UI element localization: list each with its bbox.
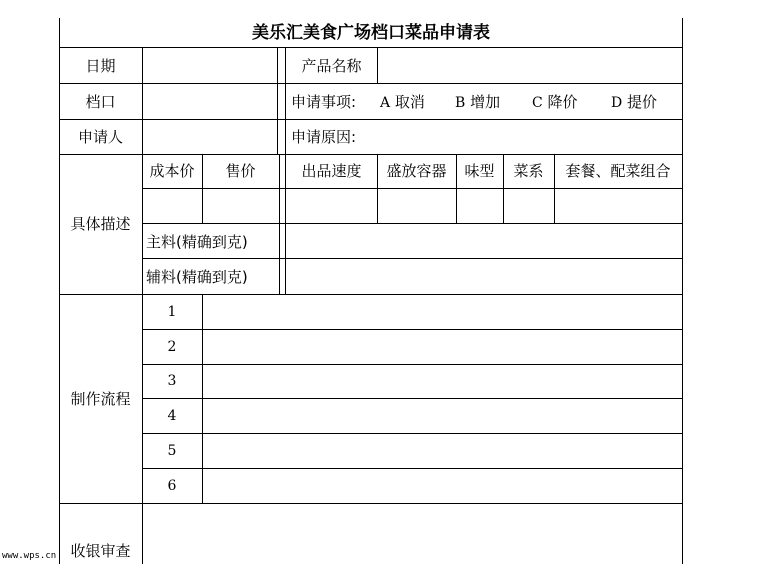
rule-process-bottom xyxy=(59,503,683,504)
description-label: 具体描述 xyxy=(70,215,131,233)
rule-step1-bottom xyxy=(142,329,683,330)
rule-step3-bottom xyxy=(142,398,683,399)
option-text: 取消 xyxy=(394,93,425,111)
header-serving-speed: 出品速度 xyxy=(301,162,362,180)
rule-desc-header-bottom xyxy=(142,188,683,189)
rule-double-a xyxy=(277,47,278,154)
rule-double-c xyxy=(279,154,280,294)
step-number: 4 xyxy=(167,408,177,424)
rule-step-number-right xyxy=(202,294,203,503)
step-number: 1 xyxy=(167,304,177,320)
option-price-up xyxy=(611,93,657,112)
rule-step2-bottom xyxy=(142,364,683,365)
header-container: 盛放容器 xyxy=(386,162,447,180)
header-cost-price: 成本价 xyxy=(149,162,195,180)
rule-step5-bottom xyxy=(142,468,683,469)
option-text: 提价 xyxy=(627,93,658,111)
step-number: 3 xyxy=(167,373,177,389)
option-letter: C xyxy=(532,95,543,111)
rule-step4-bottom xyxy=(142,433,683,434)
rule-product-label-right xyxy=(377,47,378,83)
option-text: 增加 xyxy=(470,93,501,111)
header-sale-price: 售价 xyxy=(225,162,256,180)
form-title: 美乐汇美食广场档口菜品申请表 xyxy=(252,23,490,43)
watermark: www.wps.cn xyxy=(2,551,57,561)
step-number: 6 xyxy=(167,478,177,494)
option-letter: B xyxy=(455,95,466,111)
applicant-label: 申请人 xyxy=(77,128,123,146)
header-combo: 套餐、配菜组合 xyxy=(565,162,671,180)
aux-ingredient-label: 辅料(精确到克) xyxy=(146,268,248,286)
stall-label: 档口 xyxy=(85,93,116,111)
main-ingredient-label: 主料(精确到克) xyxy=(146,233,248,251)
request-reason-label: 申请原因: xyxy=(291,128,357,146)
rule-desc-values-bottom xyxy=(142,223,683,224)
option-letter: D xyxy=(611,95,623,111)
step-number: 5 xyxy=(167,443,177,459)
header-flavor: 味型 xyxy=(464,162,495,180)
header-cuisine: 菜系 xyxy=(513,162,544,180)
rule-date-bottom xyxy=(59,83,683,84)
option-cancel xyxy=(380,93,425,112)
option-price-down xyxy=(532,93,578,112)
request-items-label: 申请事项: xyxy=(291,93,357,111)
product-name-label: 产品名称 xyxy=(301,57,362,75)
process-label: 制作流程 xyxy=(70,390,131,408)
date-label: 日期 xyxy=(85,57,116,75)
rule-desc-bottom xyxy=(59,294,683,295)
rule-applicant-bottom xyxy=(59,154,683,155)
option-add xyxy=(455,93,500,112)
cashier-review-label: 收银审查 xyxy=(70,542,131,560)
rule-main-bottom xyxy=(142,258,683,259)
rule-stall-bottom xyxy=(59,119,683,120)
option-letter: A xyxy=(380,95,391,111)
option-text: 降价 xyxy=(547,93,578,111)
rule-right-border xyxy=(682,18,683,564)
step-number: 2 xyxy=(167,339,177,355)
rule-title-bottom xyxy=(59,47,683,48)
